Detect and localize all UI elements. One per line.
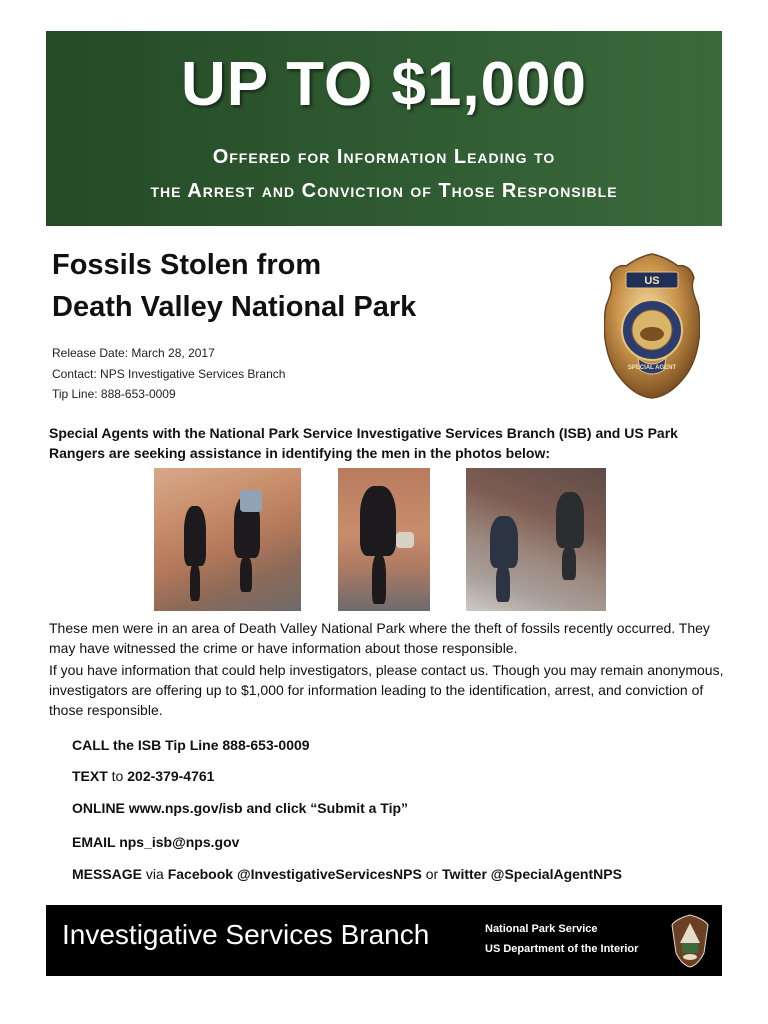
contact-text-label: TEXT	[72, 768, 108, 784]
contact-message-or: or	[421, 866, 443, 882]
reward-subtitle-line1: Offered for Information Leading to	[212, 146, 556, 168]
special-agent-badge-icon	[604, 250, 700, 400]
tip-line: Tip Line: 888-653-0009	[52, 387, 176, 401]
headline-line1: Fossils Stolen from	[52, 249, 322, 281]
reward-subtitle-line2: the Arrest and Conviction of Those Responsible	[150, 180, 618, 202]
contact-text-mid: to	[107, 768, 128, 784]
footer-org-line1: National Park Service	[485, 923, 598, 935]
badge-top-text: US	[644, 275, 660, 287]
contact-call-text: CALL the ISB Tip Line 888-653-0009	[72, 737, 310, 753]
contact-message-twitter: Twitter @SpecialAgentNPS	[442, 866, 622, 882]
witness-paragraph: These men were in an area of Death Valley National Park where the theft of fossils recently occurred. They may have witnessed the crime or have information about those responsible.	[49, 620, 710, 656]
badge-bottom-text: SPECIAL AGENT	[627, 365, 677, 371]
footer-org-line2: US Department of the Interior	[485, 943, 639, 955]
footer-title: Investigative Services Branch	[62, 919, 430, 950]
contact-online	[72, 800, 408, 816]
release-date: Release Date: March 28, 2017	[52, 346, 215, 360]
contact-line: Contact: NPS Investigative Services Branch	[52, 367, 286, 381]
headline-line2: Death Valley National Park	[52, 291, 417, 323]
contact-message-label: MESSAGE	[72, 866, 143, 882]
contact-message-facebook: Facebook @InvestigativeServicesNPS	[167, 866, 422, 882]
intro-paragraph: Special Agents with the National Park Service Investigative Services Branch (ISB) and US Park Rangers are seeking assistance in identifying the men in the photos below:	[49, 425, 678, 461]
contact-text	[72, 768, 214, 784]
contact-message	[72, 866, 622, 882]
nps-arrowhead-icon	[670, 913, 710, 969]
contact-text-number: 202-379-4761	[127, 768, 215, 784]
reward-title: UP TO $1,000	[180, 50, 588, 119]
reward-paragraph: If you have information that could help investigators, please contact us. Though you may remain anonymous, investigators are offering up to $1,000 for information leading to the identification, arrest, and conviction of those responsible.	[49, 662, 724, 718]
contact-online-text: ONLINE www.nps.gov/isb and click “Submit a Tip”	[72, 800, 409, 816]
contact-email	[72, 834, 239, 850]
suspect-photo-3	[466, 468, 606, 611]
reward-banner	[46, 31, 722, 226]
contact-email-text: EMAIL nps_isb@nps.gov	[72, 834, 240, 850]
contact-message-via: via	[142, 866, 168, 882]
suspect-photo-1	[154, 468, 301, 611]
contact-call	[72, 737, 310, 753]
footer-bar	[46, 905, 722, 976]
suspect-photo-2	[338, 468, 430, 611]
